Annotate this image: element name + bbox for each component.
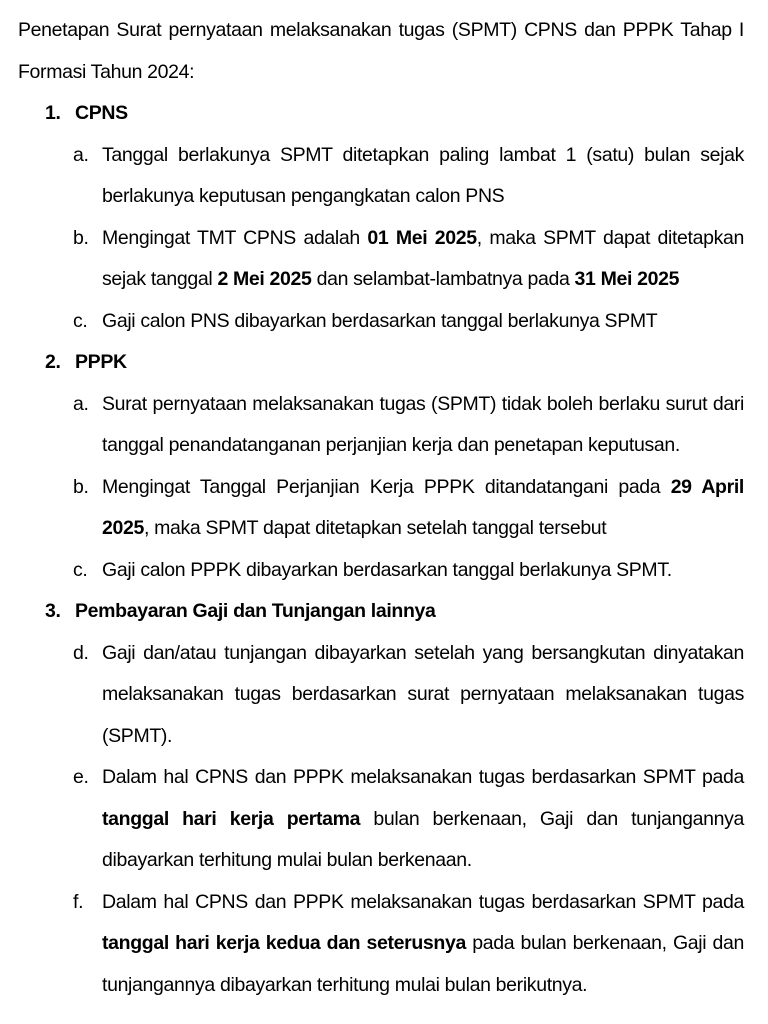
item-letter: e. bbox=[73, 766, 89, 788]
list-item bbox=[18, 757, 744, 882]
item-text-part: pada bulan berkenaan, Gaji dan tunjangannya dibayarkan terhitung mulai bulan berikutnya. bbox=[102, 932, 744, 996]
item-text-part: Gaji calon PPPK dibayarkan berdasarkan tanggal berlakunya SPMT. bbox=[102, 558, 672, 581]
item-letter: d. bbox=[73, 641, 89, 664]
list-item bbox=[18, 301, 744, 343]
list-item bbox=[18, 550, 744, 592]
item-text-part: Dalam hal CPNS dan PPPK melaksanakan tugas berdasarkan SPMT pada bbox=[102, 890, 744, 913]
item-text-part: Mengingat TMT CPNS adalah bbox=[102, 226, 368, 249]
item-text-bold: 01 Mei 2025 bbox=[367, 226, 477, 249]
item-letter: a. bbox=[73, 392, 89, 415]
list-item bbox=[18, 218, 744, 301]
item-text-part: Tanggal berlakunya SPMT ditetapkan paling lambat 1 (satu) bulan sejak berlakunya keputusan pengangkatan calon PNS bbox=[102, 143, 744, 207]
item-text-part: Surat pernyataan melaksanakan tugas (SPMT) tidak boleh berlaku surut dari tanggal penandatanganan perjanjian kerja dan penetapan keputusan. bbox=[102, 392, 744, 456]
list-item bbox=[18, 384, 744, 467]
section-number: 2. bbox=[45, 351, 61, 373]
section-heading bbox=[18, 591, 744, 633]
item-text-part: Gaji calon PNS dibayarkan berdasarkan tanggal berlakunya SPMT bbox=[102, 309, 658, 332]
item-text-bold: 2 Mei 2025 bbox=[217, 268, 312, 290]
item-text-bold: 31 Mei 2025 bbox=[574, 268, 680, 290]
item-letter: b. bbox=[73, 226, 89, 249]
item-letter: c. bbox=[73, 558, 88, 581]
section-heading bbox=[18, 93, 744, 135]
section-title: Pembayaran Gaji dan Tunjangan lainnya bbox=[75, 600, 436, 622]
item-text-part: bulan berkenaan, Gaji dan tunjangannya dibayarkan terhitung mulai bulan berkenaan. bbox=[102, 807, 744, 871]
item-text-bold: 29 April 2025 bbox=[102, 475, 744, 539]
section-number: 3. bbox=[45, 600, 61, 622]
item-text-part: , maka SPMT dapat ditetapkan setelah tanggal tersebut bbox=[143, 517, 607, 539]
item-text-bold: tanggal hari kerja kedua dan seterusnya bbox=[102, 932, 466, 954]
section-pembayaran bbox=[18, 591, 744, 1006]
item-text bbox=[102, 467, 744, 550]
item-text-part: Mengingat Tanggal Perjanjian Kerja PPPK ditandatangani pada bbox=[102, 475, 671, 498]
list-item bbox=[18, 633, 744, 758]
item-letter: a. bbox=[73, 143, 89, 166]
item-text-bold: tanggal hari kerja pertama bbox=[102, 807, 361, 830]
item-text bbox=[102, 633, 744, 758]
intro-paragraph: Penetapan Surat pernyataan melaksanakan tugas (SPMT) CPNS dan PPPK Tahap I Formasi Tahun 2024: bbox=[18, 19, 744, 83]
item-text bbox=[102, 757, 744, 882]
section-number: 1. bbox=[45, 102, 61, 124]
section-title: PPPK bbox=[75, 351, 127, 373]
item-text-part: dan selambat-lambatnya pada bbox=[311, 268, 575, 290]
section-title: CPNS bbox=[75, 102, 128, 124]
item-text-part: Gaji dan/atau tunjangan dibayarkan setelah yang bersangkutan dinyatakan melaksanakan tugas berdasarkan surat pernyataan melaksanakan tugas (SPMT). bbox=[102, 641, 744, 747]
item-text bbox=[102, 218, 744, 301]
item-letter: f. bbox=[73, 890, 84, 913]
list-item bbox=[18, 882, 744, 1007]
item-text-part: Dalam hal CPNS dan PPPK melaksanakan tugas berdasarkan SPMT pada bbox=[102, 766, 744, 788]
section-cpns bbox=[18, 93, 744, 342]
item-letter: c. bbox=[73, 309, 88, 332]
item-text bbox=[102, 135, 744, 218]
item-text bbox=[102, 384, 744, 467]
item-letter: b. bbox=[73, 475, 89, 498]
list-item bbox=[18, 467, 744, 550]
section-heading bbox=[18, 342, 744, 384]
section-pppk bbox=[18, 342, 744, 591]
item-text-part: , maka SPMT dapat ditetapkan sejak tanggal bbox=[102, 226, 745, 290]
item-text bbox=[102, 882, 744, 1007]
item-text bbox=[102, 301, 744, 343]
item-text bbox=[102, 550, 744, 592]
list-item bbox=[18, 135, 744, 218]
